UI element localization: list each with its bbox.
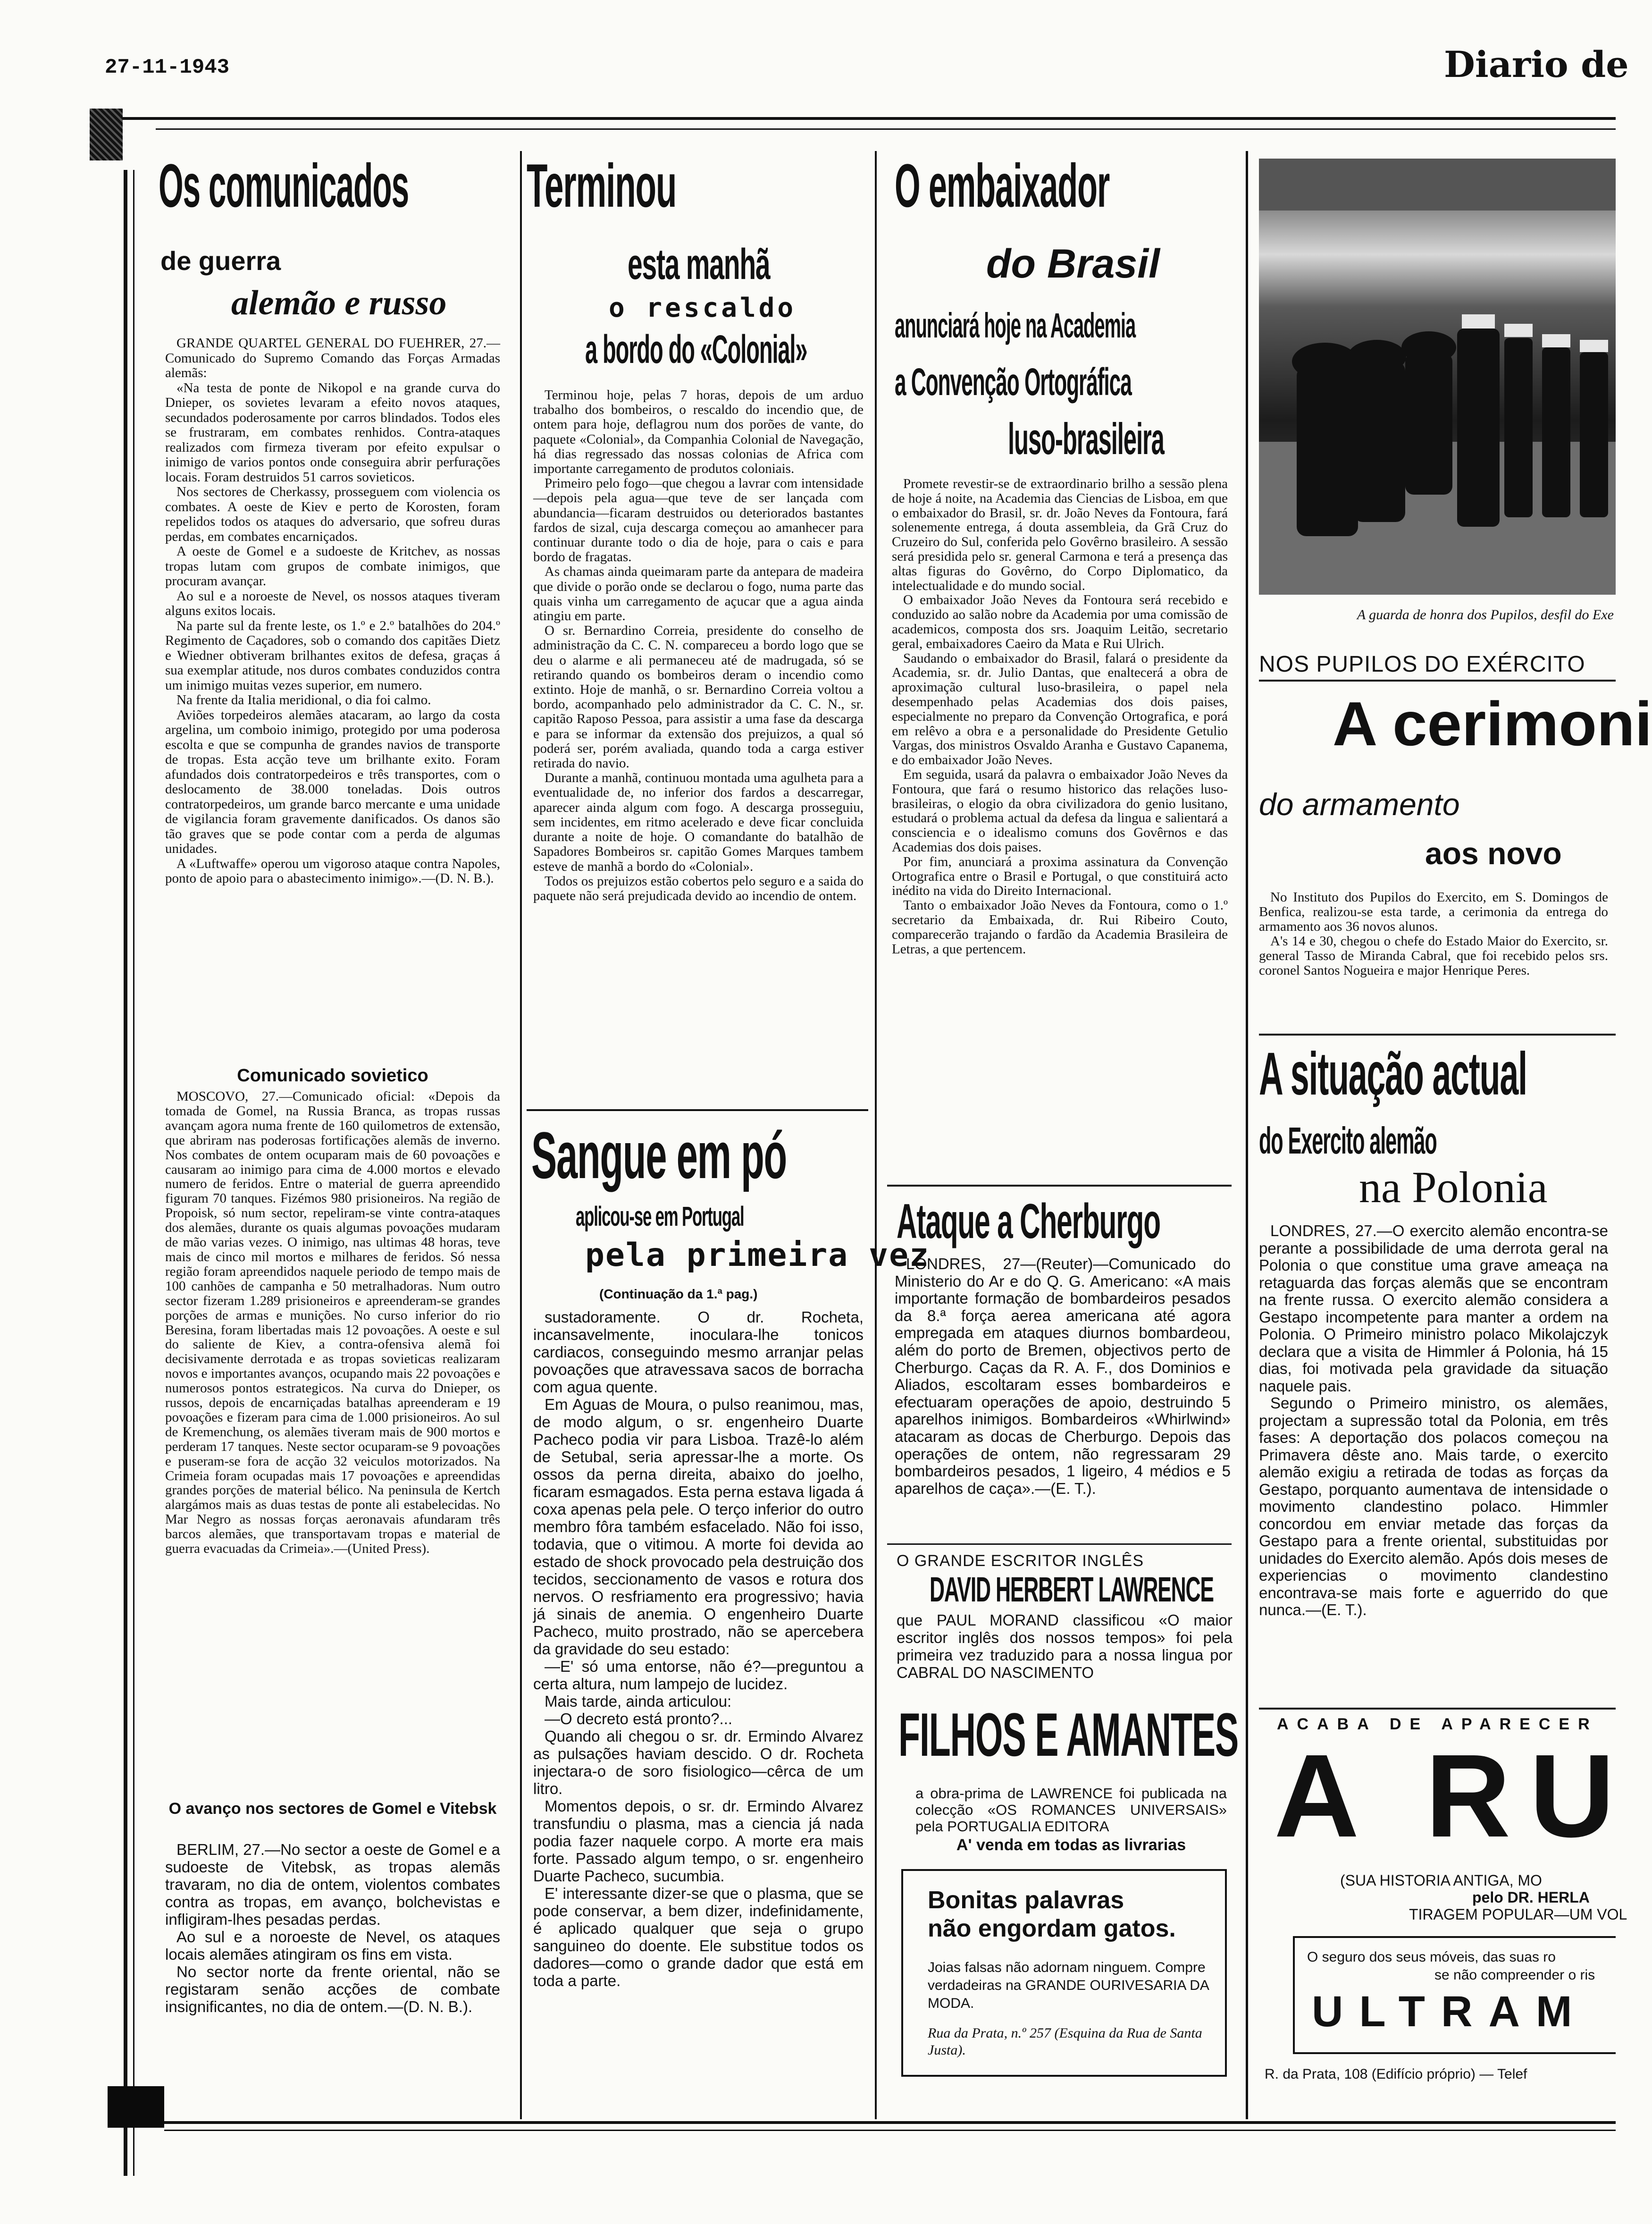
lawrence-sale: A' venda em todas as livrarias — [956, 1836, 1186, 1854]
col3-subhead-1: do Brasil — [986, 241, 1160, 286]
col3-para: Em seguida, usará da palavra o embaixador João Neves da Fontoura, que fará o resumo historico das relações luso-brasileiras, o elogio da obra civilizadora do genio lusitano, estudará o problema actual da defesa da lingua e salientará a consciencia e o idealismo comuns dos Govêrnos e das Academias dos dois paises. — [892, 767, 1228, 855]
col3-para: Promete revestir-se de extraordinario brilho a sessão plena de hoje á noite, na Academia das Ciencias de Lisboa, em que o embaixador do Brasil, sr. dr. João Neves da Fontoura, fará solenemente entrega, á douta assembleia, da Grã Cruz do Cruzeiro do Sul, conferida pelo Govêrno brasileiro. A sessão será presidida pelo sr. general Carmona e terá a presença das altas figuras do Govêrno, do Corpo Diplomatico, da intelectualidade e do mundo social. — [892, 476, 1228, 593]
col1-avanco-head: O avanço nos sectores de Gomel e Vitebsk — [168, 1800, 497, 1818]
col4-para: No Instituto dos Pupilos do Exercito, em S. Domingos de Benfica, realizou-se esta tarde, a cerimonia da entrega do armamento aos 36 novos alunos. — [1259, 890, 1608, 934]
cherburgo-body: LONDRES, 27—(Reuter)—Comunicado do Ministerio do Ar e do Q. G. Americano: «A mais importante formação de bombardeiros pesados da 8.ª força aerea americana até agora empregada em ataques diurnos bombardeou, além do porto de Bremen, objectivos perto de Cherburgo. Caças da R. A. F., dos Dominios e Aliados, escoltaram esses bombardeiros e efectuaram operações de apoio, destruindo 5 aparelhos inimigos. Bombardeiros «Whirlwind» atacaram as docas de Cherburgo. Depois das operações de ontem, não regressaram 29 bombardeiros pesados, 1 ligeiro, 4 médios e 5 aparelhos de caça».—(E. T.). — [895, 1255, 1231, 1497]
col2-headline: Terminou — [527, 151, 677, 220]
column-rule-3 — [1246, 151, 1248, 2119]
corner-block-top — [90, 109, 123, 160]
col1-soviet-head: Comunicado sovietico — [237, 1066, 428, 1086]
lawrence-book-title: FILHOS E AMANTES — [898, 1700, 1239, 1769]
col3-subhead-2: anunciará hoje na Academia — [895, 306, 1136, 345]
column-rule-1 — [520, 151, 522, 2119]
col4-para: A's 14 e 30, chegou o chefe do Estado Maior do Exercito, sr. general Tasso de Miranda Cabral, que foi recebido pelos srs. coronel Santos Nogueira e major Henrique Peres. — [1259, 934, 1608, 978]
col2-body — [533, 388, 864, 903]
rua-ad-title: A RU — [1274, 1730, 1634, 1862]
situacao-headline: A situação actual — [1259, 1040, 1527, 1108]
rua-ad-line-2: pelo DR. HERLA — [1472, 1889, 1590, 1906]
sangue-para: —O decreto está pronto?... — [545, 1710, 733, 1727]
jewel-ad-title-2: não engordam gatos. — [928, 1915, 1176, 1942]
col3-para: Tanto o embaixador João Neves da Fontoura, como o 1.º secretario da Embaixada, dr. Rui Ribeiro Couto, comparecerão trajando o fardão da Academia Brasileira de Letras, a que pertencem. — [892, 898, 1228, 957]
rua-ad-kicker: ACABA DE APARECER — [1277, 1715, 1598, 1733]
col1-para: A «Luftwaffe» operou um vigoroso ataque contra Napoles, ponto de apoio para o abastecimento inimigo».—(D. N. B.). — [165, 856, 500, 886]
sangue-body — [533, 1308, 864, 1989]
col2-para: Durante a manhã, continuou montada uma agulheta para a eventualidade de, no inferior dos fardos a descarregar, aparecer ainda algum com fogo. A descarga prosseguiu, sem incidentes, em ritmo acelerado e deve ficar concluida durante a noite de hoje. O comandante do batalhão de Sapadores Bombeiros sr. capitão Gomes Marques tambem esteve de manhã a bordo do «Colonial». — [533, 770, 864, 874]
col2-para: O sr. Bernardino Correia, presidente do conselho de administração da C. C. N. compareceu a bordo logo que se deu o alarme e ali permaneceu até de madrugada, só se retirando quando os bombeiros deram o incendio como extinto. Hoje de manhã, o sr. Bernardino Correia voltou a bordo, acompanhado pelo administrador da C. C. N., sr. capitão Raposo Pessoa, para assistir a uma fase da descarga e para se informar da extensão dos prejuizos, a qual só poderá ser, porém avaliada, quando toda a carga estiver retirada do navio. — [533, 623, 864, 771]
ultra-ad-line-2: se não compreender o ris — [1434, 1967, 1595, 1983]
bottom-rule — [164, 2121, 1616, 2124]
situacao-subhead-1: do Exercito alemão — [1259, 1120, 1437, 1162]
ultra-ad-line-1: O seguro dos seus móveis, das suas ro — [1307, 1949, 1556, 1965]
ultra-ad-address: R. da Prata, 108 (Edifício próprio) — Telef — [1265, 2066, 1527, 2082]
left-border-2 — [133, 170, 134, 2176]
bottom-rule-thin — [164, 2130, 1616, 2131]
col2-subhead-3: a bordo do «Colonial» — [585, 327, 807, 371]
col1-para: Ao sul e a noroeste de Nevel, os nossos ataques tiveram alguns exitos locais. — [165, 588, 500, 618]
sangue-subhead-1: aplicou-se em Portugal — [576, 1201, 744, 1232]
col2-subhead-2: o rescaldo — [609, 293, 797, 323]
col1-body — [165, 336, 500, 886]
col1-para: Aviões torpedeiros alemães atacaram, ao largo da costa argelina, um comboio inimigo, protegido por uma poderosa escolta e que se compunha de grandes navios de transporte de tropas. Esta acção teve um brilhante exito. Foram afundados dois contratorpedeiros e três transportes, com o deslocamento de 38.000 toneladas. Dois outros contratorpedeiros, um grande barco mercante e uma unidade de vigilancia foram gravemente danificados. Os danos são tão graves que se pode contar com a perda de algumas unidades. — [165, 707, 500, 856]
col2-para: Terminou hoje, pelas 7 horas, depois de um arduo trabalho dos bombeiros, o rescaldo do incendio que, de ontem para hoje, deflagrou num dos porões de vante, do paquete «Colonial», da Companhia Colonial de Navegação, há dias regressado das nossas colonias de Africa com importante carregamento de produtos coloniais. — [533, 388, 864, 477]
col1-para: «Na testa de ponte de Nikopol e na grande curva do Dnieper, os sovietes levaram a efeito novos ataques, secundados poderosamente por carros blindados. Todos eles se frustraram, em combates renhidos. Contra-ataques realizados com firmeza tiveram por efeito expulsar o inimigo de varios pontos onde conseguira abrir perfurações locais. Foram destruidos 51 carros sovieticos. — [165, 380, 500, 485]
page-date: 27-11-1943 — [105, 56, 230, 79]
sangue-continuation: (Continuação da 1.ª pag.) — [599, 1287, 758, 1301]
col4-subhead-1: do armamento — [1259, 787, 1460, 822]
sangue-para: Quando ali chegou o sr. dr. Ermindo Alvarez as pulsações haviam descido. O dr. Rocheta injectara-o de soro fisiologico—cêrca de um litro. — [533, 1727, 864, 1797]
corner-block-bottom — [108, 2086, 164, 2128]
rua-ad-line-3: TIRAGEM POPULAR—UM VOL — [1409, 1906, 1627, 1923]
parade-photo-figures — [1259, 159, 1616, 595]
col2-divider — [527, 1109, 868, 1111]
col2-subhead-1: esta manhã — [628, 240, 770, 288]
sangue-para: —E' só uma entorse, não é?—preguntou a certa altura, num lampejo de lucidez. — [533, 1658, 864, 1693]
jewel-ad-address: Rua da Prata, n.º 257 (Esquina da Rua de Santa Justa). — [928, 2025, 1202, 2058]
jewel-ad-title-1: Bonitas palavras — [928, 1887, 1124, 1914]
situacao-para: LONDRES, 27.—O exercito alemão encontra-se perante a possibilidade de uma derrota geral na Polonia o que constitue uma grave ameaça na retaguarda das forças alemãs que se encontram na frente russa. O exercito alemão considera a Gestapo incompetente para manter a ordem na Polonia. O Primeiro ministro polaco Mikolajczyk declara que a visita de Himmler á Polonia, há 15 dias, foi motivada pela gravidade da situação naquele pais. — [1259, 1222, 1608, 1395]
situacao-subhead-2: na Polonia — [1359, 1163, 1548, 1212]
lawrence-desc: a obra-prima de LAWRENCE foi publicada na colecção «OS ROMANCES UNIVERSAIS» pela PORTUGALIA EDITORA — [915, 1785, 1227, 1835]
col1-soviet-para: MOSCOVO, 27.—Comunicado oficial: «Depois da tomada de Gomel, na Russia Branca, as tropas russas avançam agora numa frente de 160 quilometros de extensão, que abriram nas poderosas fortificações alemãs de inverno. Nos combates de ontem ocuparam mais de 60 povoações e causaram ao inimigo para cima de 4.000 mortos e elevado numero de feridos. Entre o material de guerra apreendido figuram 70 tanques. Fizémos 980 prisioneiros. Na região de Propoisk, só num sector, repeliram-se vinte contra-ataques dos alemães, durante os quais algumas povoações mudaram de mão varias vezes. O inimigo, nas ultimas 48 horas, teve mais de cinco mil mortos e milhares de feridos. Só nessa região foram apreendidos naquele periodo de tempo mais de 100 canhões de campanha e 50 metralhadoras. Num outro sector fizeram 1.289 prisioneiros e apreenderam-se grandes porções de armas e munições. No curso inferior do rio Beresina, foram libertadas mais 12 povoações. A oeste e sul do saliente de Kiev, a contra-ofensiva alemã foi decisivamente derrotada e as tropas sovieticas realizaram novos e importantes avanços, ocupando mais 22 povoações e numerosos pontos estrategicos. Na curva do Dnieper, os russos, depois de encarniçadas batalhas apreenderam e 19 povoações e fizeram para cima de 1.000 prisioneiros. Ao sul de Kremenchung, os alemães tiveram mais de 900 mortos e perderam 17 tanques. Neste sector ocuparam-se 9 povoações e puseram-se fora de acção 32 veiculos motorizados. Na Crimeia foram ocupadas mais 17 povoações e apreendidas grandes porções de material bélico. Na peninsula de Kertch alargámos mais as duas testas de ponte ali estabelecidas. No Mar Negro as nossas forças aeronavais afundaram três barcos alemães, que transportavam tropas e material de guerra evacuadas da Crimeia».—(United Press). — [165, 1089, 500, 1557]
column-rule-2 — [875, 151, 877, 2119]
col1-avanco-para: No sector norte da frente oriental, não se registaram senão acções de combate insignificantes, no dia de ontem.—(D. N. B.). — [165, 1963, 500, 2015]
masthead-rule-thin — [156, 128, 1616, 130]
lawrence-text: que PAUL MORAND classificou «O maior escritor inglês dos nossos tempos» foi pela primeira vez traduzido para a nossa lingua por CABRAL DO NASCIMENTO — [897, 1611, 1233, 1681]
col1-para: A oeste de Gomel e a sudoeste de Kritchev, as nossas tropas lutam com grupos de combate inimigos, que procuram avançar. — [165, 544, 500, 589]
col3-body — [892, 477, 1228, 956]
col2-para: As chamas ainda queimaram parte da antepara de madeira que divide o porão onde se declarou o fogo, numa parte das quais vinha um carregamento de açucar que a agua ainda atingiu em parte. — [533, 564, 864, 624]
parade-photo — [1259, 159, 1616, 595]
col3-subhead-3: a Convenção Ortográfica — [895, 361, 1132, 404]
lawrence-name: DAVID HERBERT LAWRENCE — [930, 1570, 1214, 1609]
sangue-para: Em Aguas de Moura, o pulso reanimou, mas, de modo algum, o sr. engenheiro Duarte Pacheco podia vir para Lisboa. Trazê-lo além de Setubal, seria apressar-lhe a morte. Os ossos da perna direita, abaixo do joelho, ficaram esmagados. Esta perna estava ligada á coxa apenas pela pele. O terço inferior do outro membro fôra também esfacelado. Não foi isso, todavia, que o vitimou. A morte foi devida ao estado de shock provocado pela destruição dos tecidos, seccionamento de vasos e rotura dos nervos. O resfriamento era progressivo; havia já sinais de anemia. O engenheiro Duarte Pacheco, muito prostrado, não se apercebera da gravidade do seu estado: — [533, 1396, 864, 1658]
sangue-para: Mais tarde, ainda articulou: — [545, 1693, 732, 1710]
col3-headline: O embaixador — [895, 151, 1110, 220]
col3-para: Por fim, anunciará a proxima assinatura da Convenção Ortografica entre o Brasil e Portugal, o que constituirá acto inédito na vida do Direito Internacional. — [892, 854, 1228, 899]
sangue-subhead-2: pela primeira vez — [585, 1237, 930, 1274]
sangue-para: Momentos depois, o sr. dr. Ermindo Alvarez transfundiu o plasma, mas a ciencia já nada podia fazer naquele corpo. A morte era mais forte. Passado algum tempo, o sr. engenheiro Duarte Pacheco, sucumbia. — [533, 1797, 864, 1885]
jewel-ad-text: Joias falsas não adornam ninguem. Compre verdadeiras na GRANDE OURIVESARIA DA MODA. — [928, 1960, 1209, 2011]
col4-kicker: NOS PUPILOS DO EXÉRCITO — [1259, 652, 1585, 677]
col4-body — [1259, 890, 1608, 978]
col1-para: GRANDE QUARTEL GENERAL DO FUEHRER, 27.—Comunicado do Supremo Comando das Forças Armadas alemãs: — [165, 336, 500, 380]
masthead-rule — [109, 117, 1616, 120]
col2-para: Todos os prejuizos estão cobertos pelo seguro e a saida do paquete não será prejudicada devido ao incendio de ontem. — [533, 873, 864, 903]
cherburgo-headline: Ataque a Cherburgo — [897, 1194, 1160, 1249]
col3-subhead-4: luso-brasileira — [1008, 414, 1164, 463]
sangue-para: sustadoramente. O dr. Rocheta, incansavelmente, inoculara-lhe tonicos cardiacos, conseguindo mesmo arranjar pelas povoações que atravessava sacos de borracha com agua quente. — [533, 1308, 864, 1396]
col3-divider — [887, 1185, 1232, 1187]
col3-para: O embaixador João Neves da Fontoura será recebido e conduzido ao salão nobre da Academia por uma comissão de academicos, composta dos srs. Joaquim Leitão, secretario geral, embaixadores Caeiro da Mata e Rui Ulrich. — [892, 592, 1228, 651]
rua-ad-line-1: (SUA HISTORIA ANTIGA, MO — [1340, 1872, 1542, 1889]
col1-para: Nos sectores de Cherkassy, prosseguem com violencia os combates. A oeste de Kiev e perto de Korosten, foram repelidos todos os ataques do adversario, que sofreu duras perdas, em combates encarniçados. — [165, 484, 500, 544]
situacao-body — [1259, 1222, 1608, 1619]
col1-avanco-body — [165, 1841, 500, 2015]
col2-para: Primeiro pelo fogo—que chegou a lavrar com intensidade—depois pela agua—que teve de ser lançada com abundancia—ficaram destruidos ou deteriorados bastantes fardos de sizal, cuja descarga começou ao amanhecer para continuar durante todo o dia de hoje, para o cais e para bordo de fragatas. — [533, 476, 864, 565]
col1-subhead-1: de guerra — [160, 246, 281, 276]
col1-soviet-body — [165, 1089, 500, 1556]
col4-subhead-2: aos novo — [1425, 836, 1562, 871]
col3-divider-2 — [887, 1543, 1232, 1545]
situacao-para: Segundo o Primeiro ministro, os alemães, projectam a supressão total da Polonia, em três fases: A deportação dos polacos começou na Primavera dêste ano. Mais tarde, o exercito alemão exigiu a retirada de todas as forças da Gestapo, porquanto aumentava de intensidade o movimento clandestino polaco. Himmler concordou em enviar metade das forças da Gestapo para a frente oriental, substituidas por unidades do Exercito alemão. Após dois meses de experiencias o movimento clandestino encontrava-se mais forte e aguerrido do que nunca.—(E. T.). — [1259, 1394, 1608, 1618]
col4-kicker-rule — [1259, 680, 1616, 682]
ultra-ad-brand: ULTRAM — [1312, 1988, 1588, 2036]
col1-headline: Os comunicados — [159, 151, 409, 220]
photo-caption: A guarda de honra dos Pupilos, desfil do Exe — [1357, 607, 1614, 623]
newspaper-title: Diario de — [1444, 43, 1629, 85]
lawrence-kicker: O GRANDE ESCRITOR INGLÊS — [897, 1552, 1144, 1570]
col3-para: Saudando o embaixador do Brasil, falará o presidente da Academia, sr. dr. Julio Dantas, que enaltecerá a obra de aproximação cultural luso-brasileira, o papel nela desempenhado pelas Academias dos dois paises, especialmente no preparo da Convenção Ortografica, e porá em relêvo a obra e a personalidade do Presidente Getulio Vargas, dos ministros Osvaldo Aranha e Gustavo Capanema, e do embaixador João Neves. — [892, 650, 1228, 768]
col4-headline: A cerimoni — [1333, 689, 1652, 758]
col4-divider — [1259, 1034, 1616, 1036]
col1-subhead-2: alemão e russo — [231, 284, 447, 322]
col1-avanco-para: Ao sul e a noroeste de Nevel, os ataques locais alemães atingiram os fins em vista. — [165, 1928, 500, 1963]
col1-para: Na frente da Italia meridional, o dia foi calmo. — [176, 692, 431, 708]
col4-divider-2 — [1259, 1708, 1616, 1710]
sangue-headline: Sangue em pó — [531, 1118, 787, 1192]
left-border — [124, 170, 127, 2176]
col1-para: Na parte sul da frente leste, os 1.º e 2.º batalhões do 204.º Regimento de Caçadores, sob o comando dos capitães Dietz e Wiedner obtiveram brilhantes exitos de defesa, graças á sua exemplar atitude, nos duros combates conduzidos contra um inimigo muitas vezes superior, em numero. — [165, 618, 500, 693]
sangue-para: E' interessante dizer-se que o plasma, que se pode conservar, a bem dizer, indefinidamente, é aplicado qualquer que seja o grupo sanguineo do doente. Ele substitue todos os dadores—como o grande dador que está em toda a parte. — [533, 1885, 864, 1989]
col1-avanco-para: BERLIM, 27.—No sector a oeste de Gomel e a sudoeste de Vitebsk, as tropas alemãs travaram, no dia de ontem, violentos combates contra as tropas, em avanço, bolchevistas e infligiram-lhes pesadas perdas. — [165, 1841, 500, 1928]
